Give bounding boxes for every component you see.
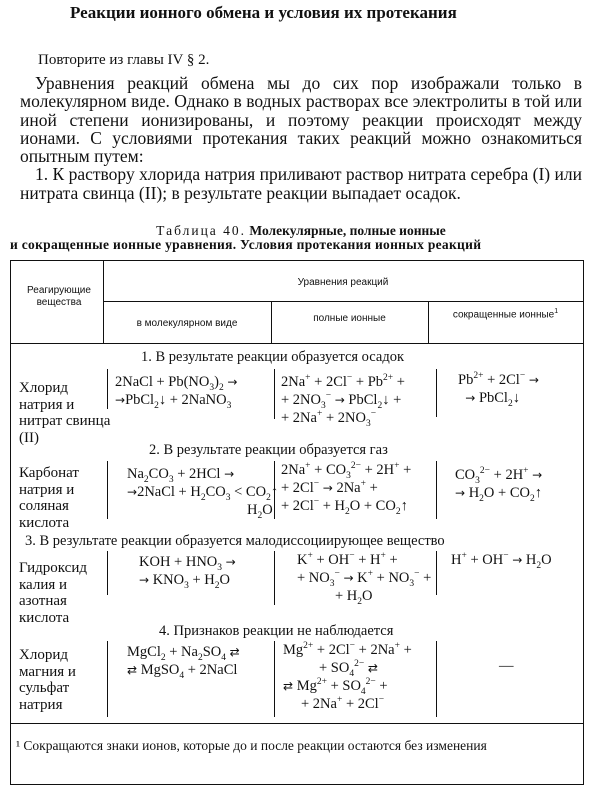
section-2-short-ionic: $CO_3^{2-} + 2H^+$ → → $H_2O$ + $CO_2↑$ xyxy=(455,466,543,504)
section-1-molecular: 2NaCl + $Pb(NO_3)_2$ → →PbCl$_2$↓ + 2NaNO$_3$ xyxy=(115,374,238,411)
section-1-full-ionic: $2Na^+ + 2Cl^- + Pb^{2+}$ + + $2NO_3^-$ → PbCl$_2$↓ + + $2Na^+ + 2NO_3^-$ xyxy=(281,373,405,429)
section-3-molecular: KOH + $HNO_3$ → → $KNO_3 + H_2O$ xyxy=(139,554,236,591)
intro-paragraph: Уравнения реакций обмена мы до сих пор изображали только в молекулярном виде. Однако в водных растворах все электролиты в той или иной степени ионизированы, и поэтому реакции происходят между ионами. С условиями протекания таких реакций можно ознакомиться опытным путем: xyxy=(20,73,582,167)
reactions-table xyxy=(10,260,584,785)
section-4-short-ionic: — xyxy=(499,658,514,674)
header-full-ionic: полные ионные xyxy=(313,313,386,324)
table-caption-line-1: Молекулярные, полные ионные xyxy=(249,223,446,238)
header-substances: Реагирующие вещества xyxy=(27,285,91,308)
table-number: Таблица 40. xyxy=(156,223,247,238)
section-3-short-ionic: $H^+ + OH^- \to H_2O$ xyxy=(451,551,552,571)
header-equations: Уравнения реакций xyxy=(297,277,389,288)
section-3-full-ionic: K+ + OH− + H+ + + $NO_3^- \to K^+ + NO_3^-$ + + $H_2O$ xyxy=(297,551,432,607)
intro-text xyxy=(20,74,582,202)
section-4-molecular: MgCl$_2$ + $Na_2SO_4$ ⇄ ⇄ MgSO$_4$ + 2NaCl xyxy=(127,644,240,681)
table-caption xyxy=(10,224,582,252)
experiment-paragraph: 1. К раствору хлорида натрия приливают раствор нитрата серебра (I) или нитрата свинца (II); в результате реакции выпадает осадок. xyxy=(20,164,582,203)
section-2-substances: Карбонат натрия и соляная кислота xyxy=(19,465,79,531)
section-1-short-ionic: $Pb^{2+} + 2Cl^-$ → → PbCl$_2$↓ xyxy=(458,371,539,409)
table-caption-line-2: и сокращенные ионные уравнения. Условия протекания ионных реакций xyxy=(10,237,482,252)
section-4-heading: 4. Признаков реакции не наблюдается xyxy=(159,623,394,639)
header-molecular: в молекулярном виде xyxy=(136,318,238,329)
footnote: ¹ Сокращаются знаки ионов, которые до и после реакции остаются без изменения xyxy=(16,738,487,753)
review-note: Повторите из главы IV § 2. xyxy=(38,52,210,68)
header-short-ionic: сокращенные ионные$^1$ xyxy=(452,308,559,321)
section-2-heading: 2. В результате реакции образуется газ xyxy=(149,442,388,458)
section-4-full-ionic: $Mg^{2+} + 2Cl^- + 2Na^+$ + + $SO_4^{2-}$ ⇄ ⇄ $Mg^{2+} + SO_4^{2-}$ + + 2Na+ + 2Cl− xyxy=(283,641,412,712)
section-4-substances: Хлорид магния и сульфат натрия xyxy=(19,647,76,713)
section-2-molecular: $Na_2CO_3 + 2HCl$ → →2NaCl + $H_2CO_3$ < $CO_2↑$ $H_2O$ xyxy=(127,466,279,521)
section-2-full-ionic: $2Na^+ + CO_3^{2-} + 2H^+$ + + 2Cl− → 2Na+ + + $2Cl^- + H_2O$ + $CO_2↑$ xyxy=(281,461,412,517)
section-3-heading: 3. В результате реакции образуется малодиссоциирующее вещество xyxy=(25,533,445,549)
section-1-substances: Хлорид натрия и нитрат свинца (II) xyxy=(19,380,111,446)
section-1-heading: 1. В результате реакции образуется осадок xyxy=(141,349,405,365)
section-3-substances: Гидроксид калия и азотная кислота xyxy=(19,560,87,626)
section-title: Реакции ионного обмена и условия их протекания xyxy=(70,3,457,22)
